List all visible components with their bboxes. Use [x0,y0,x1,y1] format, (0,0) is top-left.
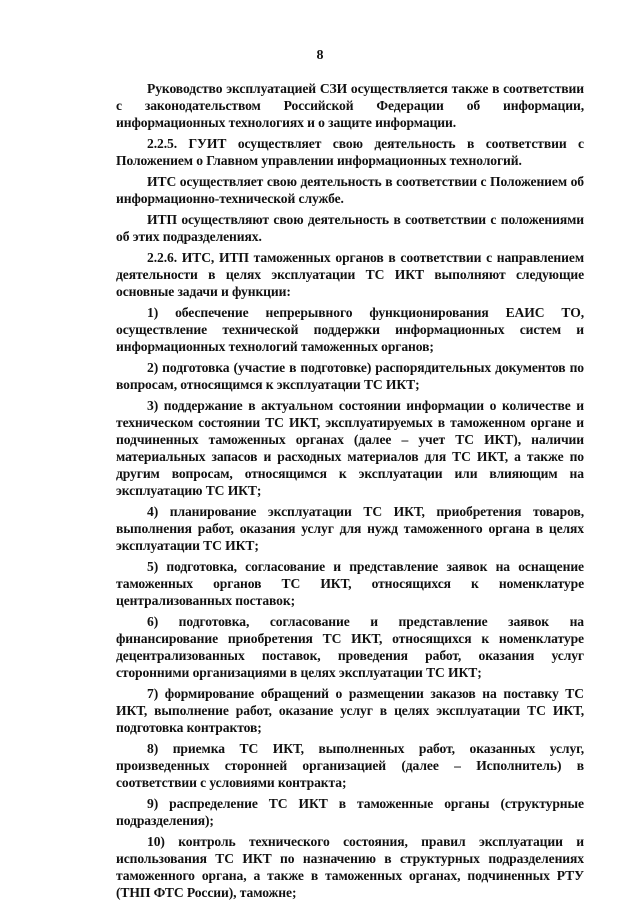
list-item: 9) распределение ТС ИКТ в таможенные органы (структурные подразделения); [116,796,584,828]
list-item: 1) обеспечение непрерывного функционирования ЕАИС ТО, осуществление технической поддержки информационных систем и информационных технологий таможенных органов; [116,305,584,354]
list-item: 10) контроль технического состояния, правил эксплуатации и использования ТС ИКТ по назначению в структурных подразделениях таможенного органа, а также в таможенных органах, подчиненных РТУ (ТНП ФТС России), таможне; [116,834,584,900]
list-item: 2) подготовка (участие в подготовке) распорядительных документов по вопросам, относящимся к эксплуатации ТС ИКТ; [116,360,584,392]
list-item: 4) планирование эксплуатации ТС ИКТ, приобретения товаров, выполнения работ, оказания услуг для нужд таможенного органа в целях эксплуатации ТС ИКТ; [116,504,584,553]
list-item: 7) формирование обращений о размещении заказов на поставку ТС ИКТ, выполнение работ, оказание услуг в целях эксплуатации ТС ИКТ, подготовка контрактов; [116,686,584,735]
paragraph: Руководство эксплуатацией СЗИ осуществляется также в соответствии с законодательством Российской Федерации об информации, информационных технологиях и о защите информации. [116,81,584,130]
list-item: 5) подготовка, согласование и представление заявок на оснащение таможенных органов ТС ИКТ, относящихся к номенклатуре централизованных поставок; [116,559,584,608]
list-item: 3) поддержание в актуальном состоянии информации о количестве и техническом состоянии ТС ИКТ, эксплуатируемых в таможенном органе и подчиненных таможенных органах (далее – учет ТС ИКТ), наличии материальных запасов и расходных материалов для ТС ИКТ, а также по другим вопросам, относящимся к эксплуатации или влияющим на эксплуатацию ТС ИКТ; [116,398,584,498]
paragraph: 2.2.5. ГУИТ осуществляет свою деятельность в соответствии с Положением о Главном управлении информационных технологий. [116,136,584,168]
document-body [116,80,584,905]
paragraph: ИТС осуществляет свою деятельность в соответствии с Положением об информационно-технической службе. [116,174,584,206]
paragraph: 2.2.6. ИТС, ИТП таможенных органов в соответствии с направлением деятельности в целях эксплуатации ТС ИКТ выполняют следующие основные задачи и функции: [116,250,584,299]
page-number: 8 [316,48,324,63]
list-item: 6) подготовка, согласование и представление заявок на финансирование приобретения ТС ИКТ, относящихся к номенклатуре децентрализованных поставок, проведения работ, оказания услуг сторонними организациями в целях эксплуатации ТС ИКТ; [116,614,584,680]
list-item: 8) приемка ТС ИКТ, выполненных работ, оказанных услуг, произведенных сторонней организацией (далее – Исполнитель) в соответствии с условиями контракта; [116,741,584,790]
paragraph: ИТП осуществляют свою деятельность в соответствии с положениями об этих подразделениях. [116,212,584,244]
